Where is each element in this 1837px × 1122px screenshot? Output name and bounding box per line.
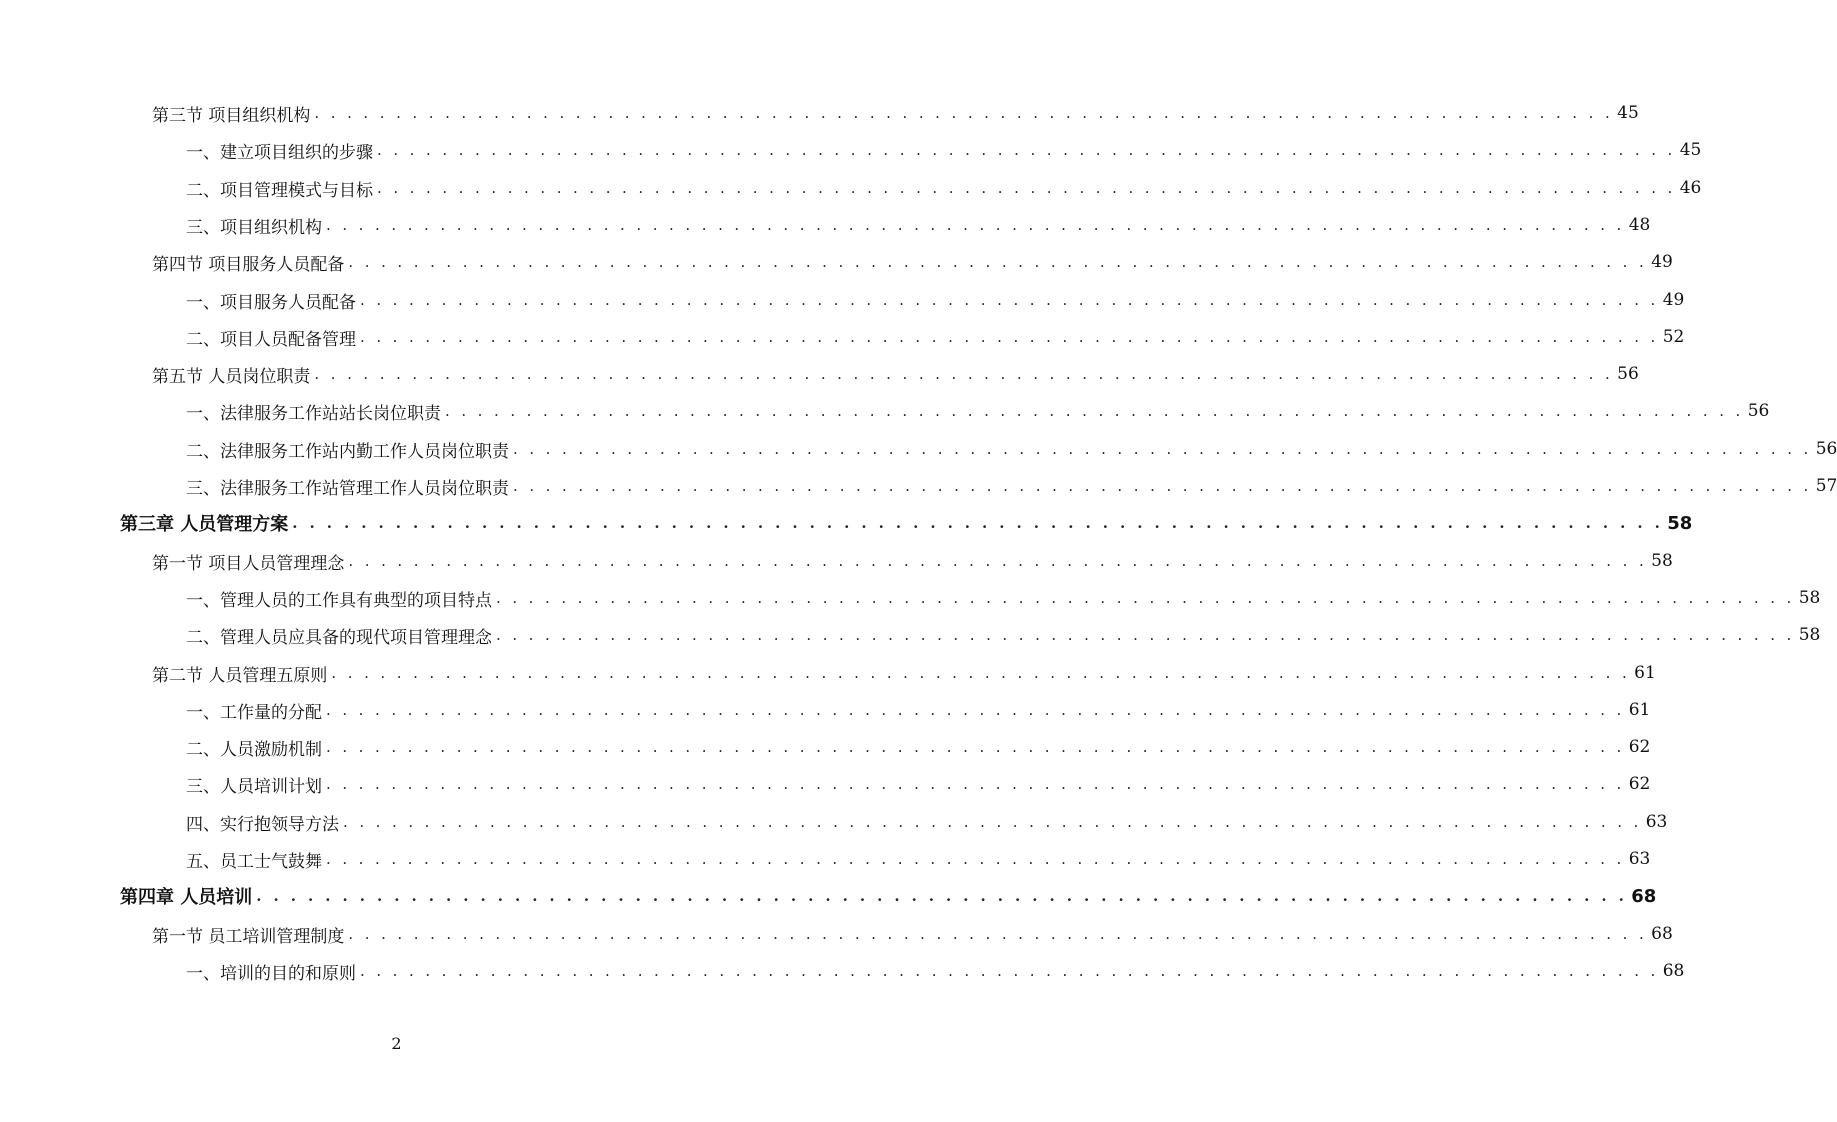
toc-entry-title: 第一节 员工培训管理制度	[152, 926, 345, 947]
toc-dot-leader: . . . . . . . . . . . . . . . . . . . . . . . . . . . . . . . . . . . . . . . . . . . . . . . . . . . . . . . . . . . . . . . . . . . . . . . . . . . . . . . .	[326, 216, 1625, 234]
toc-entry-page: 61	[1628, 700, 1651, 720]
toc-entry-title: 一、管理人员的工作具有典型的项目特点	[186, 590, 492, 611]
toc-entry-page: 49	[1651, 252, 1673, 272]
toc-entry-title: 一、培训的目的和原则	[186, 963, 356, 984]
toc-entry-title: 三、项目组织机构	[186, 217, 322, 238]
toc-entry-page: 58	[1651, 551, 1673, 571]
toc-dot-leader: . . . . . . . . . . . . . . . . . . . . . . . . . . . . . . . . . . . . . . . . . . . . . . . . . . . . . . . . . . . . . . . . . . . . . . . . . . . . . . . .	[326, 775, 1625, 793]
toc-entry-item[interactable]	[186, 436, 1837, 462]
toc-entry-item[interactable]	[186, 771, 1651, 797]
toc-dot-leader: . . . . . . . . . . . . . . . . . . . . . . . . . . . . . . . . . . . . . . . . . . . . . . . . . . . . . . . . . . . . . . . . . . . . . . . . . . . . . . . .	[377, 179, 1676, 197]
toc-dot-leader: . . . . . . . . . . . . . . . . . . . . . . . . . . . . . . . . . . . . . . . . . . . . . . . . . . . . . . . . . . . . . . . . . . . . . . . . . . . . . . . .	[513, 440, 1812, 458]
toc-entry-item[interactable]	[186, 212, 1651, 238]
toc-entry-chapter[interactable]	[120, 883, 1657, 909]
toc-entry-page: 68	[1631, 885, 1657, 907]
toc-entry-section[interactable]	[152, 249, 1673, 275]
toc-entry-item[interactable]	[186, 622, 1821, 648]
toc-entry-page: 58	[1667, 512, 1693, 534]
toc-dot-leader: . . . . . . . . . . . . . . . . . . . . . . . . . . . . . . . . . . . . . . . . . . . . . . . . . . . . . . . . . . . . . . . . . . . . . . . . . . . . . . . .	[513, 477, 1812, 495]
toc-entry-page: 63	[1628, 849, 1651, 869]
toc-entry-item[interactable]	[186, 809, 1668, 835]
toc-entry-title: 一、建立项目组织的步骤	[186, 142, 373, 163]
toc-entry-page: 63	[1645, 812, 1668, 832]
toc-dot-leader: . . . . . . . . . . . . . . . . . . . . . . . . . . . . . . . . . . . . . . . . . . . . . . . . . . . . . . . . . . . . . . . . . . . . . . . . . . . . . . . .	[360, 962, 1659, 980]
toc-entry-page: 49	[1662, 290, 1685, 310]
toc-entry-page: 46	[1679, 178, 1702, 198]
toc-entry-page: 45	[1679, 140, 1702, 160]
toc-entry-title: 第四节 项目服务人员配备	[152, 254, 345, 275]
toc-dot-leader: . . . . . . . . . . . . . . . . . . . . . . . . . . . . . . . . . . . . . . . . . . . . . . . . . . . . . . . . . . . . . . . . . . . . . . . . . . . . . . . .	[348, 925, 1648, 943]
toc-entry-title: 二、项目人员配备管理	[186, 329, 356, 350]
toc-entry-title: 第五节 人员岗位职责	[152, 366, 311, 387]
toc-entry-item[interactable]	[186, 734, 1651, 760]
toc-entry-title: 三、法律服务工作站管理工作人员岗位职责	[186, 478, 509, 499]
toc-entry-section[interactable]	[152, 548, 1673, 574]
toc-entry-page: 57	[1815, 476, 1837, 496]
toc-dot-leader: . . . . . . . . . . . . . . . . . . . . . . . . . . . . . . . . . . . . . . . . . . . . . . . . . . . . . . . . . . . . . . . . . . . . . . . . . . . . . . . .	[377, 141, 1676, 159]
toc-entry-page: 56	[1617, 364, 1639, 384]
toc-entry-title: 第三节 项目组织机构	[152, 105, 311, 126]
toc-entry-title: 三、人员培训计划	[186, 776, 322, 797]
toc-entry-page: 58	[1798, 588, 1821, 608]
toc-entry-title: 四、实行抱领导方法	[186, 814, 339, 835]
toc-entry-title: 五、员工士气鼓舞	[186, 851, 322, 872]
toc-entry-title: 二、项目管理模式与目标	[186, 180, 373, 201]
toc-entry-page: 62	[1628, 774, 1651, 794]
toc-dot-leader: . . . . . . . . . . . . . . . . . . . . . . . . . . . . . . . . . . . . . . . . . . . . . . . . . . . . . . . . . . . . . . . . . . . . . . . . . . . . . . . .	[496, 589, 1795, 607]
toc-dot-leader: . . . . . . . . . . . . . . . . . . . . . . . . . . . . . . . . . . . . . . . . . . . . . . . . . . . . . . . . . . . . . . . . . . . . . . . . . . . . . . . .	[331, 664, 1631, 682]
toc-entry-page: 62	[1628, 737, 1651, 757]
toc-entry-section[interactable]	[152, 100, 1639, 126]
toc-entry-chapter[interactable]	[120, 510, 1693, 536]
toc-dot-leader: . . . . . . . . . . . . . . . . . . . . . . . . . . . . . . . . . . . . . . . . . . . . . . . . . . . . . . . . . . . . . . . . . . . . . . . . . . . . . . . .	[326, 738, 1625, 756]
toc-entry-page: 48	[1628, 215, 1651, 235]
toc-dot-leader: . . . . . . . . . . . . . . . . . . . . . . . . . . . . . . . . . . . . . . . . . . . . . . . . . . . . . . . . . . . . . . . . . . . . . . . . . . . . . . . .	[445, 402, 1744, 420]
toc-entry-section[interactable]	[152, 660, 1656, 686]
toc-dot-leader: . . . . . . . . . . . . . . . . . . . . . . . . . . . . . . . . . . . . . . . . . . . . . . . . . . . . . . . . . . . . . . . . . . . . . . . . . . . . . . . .	[314, 365, 1614, 383]
toc-dot-leader: . . . . . . . . . . . . . . . . . . . . . . . . . . . . . . . . . . . . . . . . . . . . . . . . . . . . . . . . . . . . . . . . . . . . . . . . . . . . . . . .	[348, 552, 1648, 570]
toc-entry-title: 第二节 人员管理五原则	[152, 665, 328, 686]
toc-entry-page: 56	[1815, 439, 1837, 459]
toc-entry-page: 68	[1651, 924, 1673, 944]
toc-dot-leader: . . . . . . . . . . . . . . . . . . . . . . . . . . . . . . . . . . . . . . . . . . . . . . . . . . . . . . . . . . . . . . . . . . . . . . . . . . . . . . . .	[314, 104, 1614, 122]
toc-entry-item[interactable]	[186, 324, 1685, 350]
toc-entry-page: 52	[1662, 327, 1685, 347]
toc-dot-leader: . . . . . . . . . . . . . . . . . . . . . . . . . . . . . . . . . . . . . . . . . . . . . . . . . . . . . . . . . . . . . . . . . . . . . . . . . . . . . . . .	[343, 813, 1642, 831]
toc-entry-title: 第四章 人员培训	[120, 887, 253, 908]
toc-entry-item[interactable]	[186, 846, 1651, 872]
toc-entry-page: 45	[1617, 103, 1639, 123]
toc-dot-leader: . . . . . . . . . . . . . . . . . . . . . . . . . . . . . . . . . . . . . . . . . . . . . . . . . . . . . . . . . . . . . . . . . . . . . . . . . . . . . . . .	[256, 887, 1628, 905]
toc-entry-item[interactable]	[186, 287, 1685, 313]
toc-dot-leader: . . . . . . . . . . . . . . . . . . . . . . . . . . . . . . . . . . . . . . . . . . . . . . . . . . . . . . . . . . . . . . . . . . . . . . . . . . . . . . . .	[496, 626, 1795, 644]
toc-entry-title: 二、法律服务工作站内勤工作人员岗位职责	[186, 441, 509, 462]
toc-entry-title: 一、法律服务工作站站长岗位职责	[186, 403, 441, 424]
toc-entry-page: 56	[1747, 401, 1770, 421]
toc-entry-item[interactable]	[186, 958, 1685, 984]
toc-entry-item[interactable]	[186, 137, 1702, 163]
toc-dot-leader: . . . . . . . . . . . . . . . . . . . . . . . . . . . . . . . . . . . . . . . . . . . . . . . . . . . . . . . . . . . . . . . . . . . . . . . . . . . . . . . .	[326, 701, 1625, 719]
toc-entry-page: 68	[1662, 961, 1685, 981]
toc-entry-item[interactable]	[186, 585, 1821, 611]
toc-dot-leader: . . . . . . . . . . . . . . . . . . . . . . . . . . . . . . . . . . . . . . . . . . . . . . . . . . . . . . . . . . . . . . . . . . . . . . . . . . . . . . . .	[360, 291, 1659, 309]
toc-dot-leader: . . . . . . . . . . . . . . . . . . . . . . . . . . . . . . . . . . . . . . . . . . . . . . . . . . . . . . . . . . . . . . . . . . . . . . . . . . . . . . . .	[348, 253, 1648, 271]
toc-entry-title: 二、人员激励机制	[186, 739, 322, 760]
page-number: 2	[391, 1034, 402, 1053]
toc-entry-title: 一、项目服务人员配备	[186, 292, 356, 313]
toc-entry-item[interactable]	[186, 473, 1837, 499]
toc-entry-title: 第三章 人员管理方案	[120, 514, 289, 535]
toc-dot-leader: . . . . . . . . . . . . . . . . . . . . . . . . . . . . . . . . . . . . . . . . . . . . . . . . . . . . . . . . . . . . . . . . . . . . . . . . . . . . . . . .	[326, 850, 1625, 868]
toc-entry-section[interactable]	[152, 921, 1673, 947]
toc-entry-title: 一、工作量的分配	[186, 702, 322, 723]
toc-dot-leader: . . . . . . . . . . . . . . . . . . . . . . . . . . . . . . . . . . . . . . . . . . . . . . . . . . . . . . . . . . . . . . . . . . . . . . . . . . . . . . . .	[292, 514, 1664, 532]
toc-entry-title: 第一节 项目人员管理理念	[152, 553, 345, 574]
toc-entry-section[interactable]	[152, 361, 1639, 387]
toc-dot-leader: . . . . . . . . . . . . . . . . . . . . . . . . . . . . . . . . . . . . . . . . . . . . . . . . . . . . . . . . . . . . . . . . . . . . . . . . . . . . . . . .	[360, 328, 1659, 346]
toc-entry-page: 61	[1634, 663, 1656, 683]
toc-entry-title: 二、管理人员应具备的现代项目管理理念	[186, 627, 492, 648]
toc-entry-page: 58	[1798, 625, 1821, 645]
toc-entry-item[interactable]	[186, 398, 1770, 424]
toc-entry-item[interactable]	[186, 175, 1702, 201]
toc-entry-item[interactable]	[186, 697, 1651, 723]
